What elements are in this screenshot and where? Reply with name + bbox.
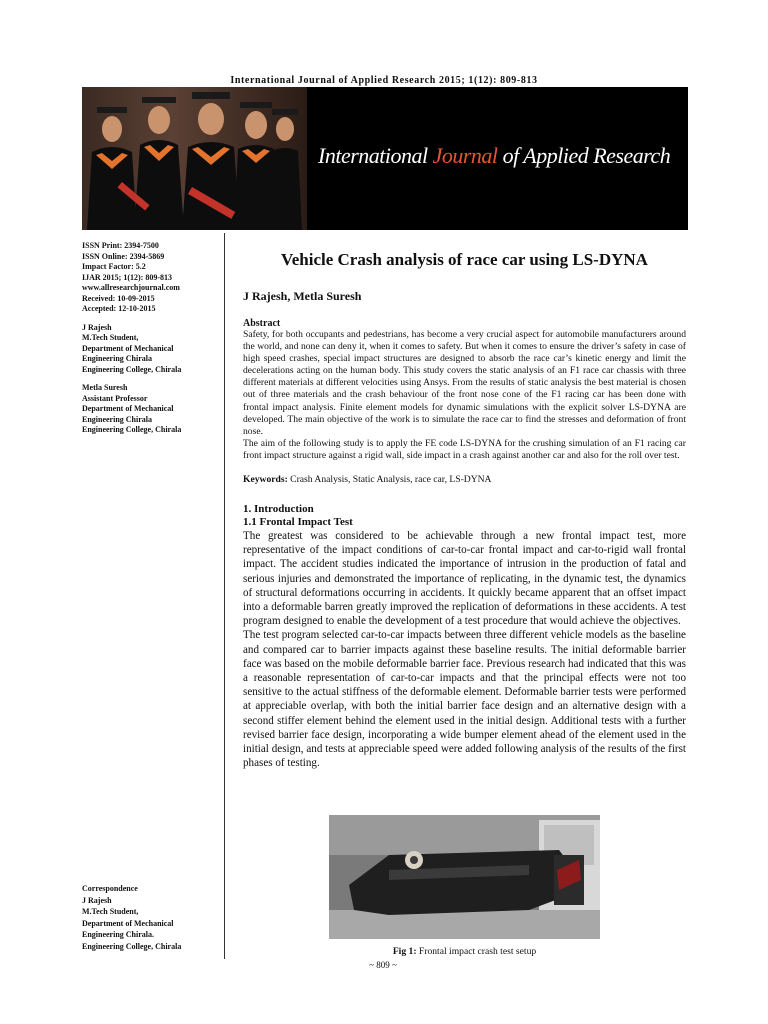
section-body (243, 529, 686, 770)
affiliation-line: Engineering Chirala (82, 414, 153, 424)
abstract-heading: Abstract (243, 318, 281, 329)
journal-banner (82, 87, 688, 230)
banner-title-part2: of Applied Research (497, 143, 671, 168)
correspondence-line: Engineering College, Chirala (82, 941, 182, 951)
keywords-text: Crash Analysis, Static Analysis, race car, LS-DYNA (287, 474, 492, 486)
figure-label: Fig 1: (392, 946, 417, 957)
issn-print: ISSN Print: 2394-7500 (82, 241, 159, 250)
graduates-illustration (82, 87, 307, 230)
figure-caption-text: Frontal impact crash test setup (416, 946, 537, 957)
figure-caption (243, 946, 686, 957)
keywords-label: Keywords: (243, 474, 288, 486)
affiliation-line: Engineering College, Chirala (82, 364, 182, 374)
correspondence-line: Engineering Chirala. (82, 930, 155, 939)
body-paragraph: The test program selected car-to-car impacts between three different vehicle models as the baseline and compared car to barrier impacts against these baseline results. The initial deformable barrier face was based on the mobile deformable barrier face. Previous research had indicated that this was a reasonable representation of car-to-car impacts and that the principal effects were not too sensitive to the actual stiffness of the deformable element. Deformable barrier tests were performed at appreciable overlap, with both the initial barrier face design and an alternative design with a second stiffer element behind the element used in the initial design. Additional tests with a further revised barrier face design, incorporating a wide bumper element ahead of the element used in the initial design, and tests at appreciable speed were added following analysis of the results of the first phases of testing. (243, 629, 686, 770)
journal-website: www.allresearchjournal.com (82, 283, 180, 292)
received-date: Received: 10-09-2015 (82, 293, 155, 303)
section-headings (243, 503, 686, 529)
article-authors: J Rajesh, Metla Suresh (243, 289, 362, 303)
crash-test-figure (329, 815, 600, 939)
banner-title-part1: International (318, 143, 433, 168)
journal-header: International Journal of Applied Research 2015; 1(12): 809-813 (230, 75, 538, 86)
correspondence-line: M.Tech Student, (82, 907, 139, 916)
author1-name: J Rajesh (82, 322, 112, 332)
abstract-body (243, 329, 686, 462)
issn-online: ISSN Online: 2394-5869 (82, 251, 165, 261)
article-title: Vehicle Crash analysis of race car using LS-DYNA (281, 250, 648, 269)
journal-citation: IJAR 2015; 1(12): 809-813 (82, 272, 172, 282)
article-meta (82, 241, 222, 315)
affiliation-line: Engineering College, Chirala (82, 425, 182, 434)
affiliation-line: Assistant Professor (82, 393, 148, 403)
affiliation-line: Engineering Chirala (82, 354, 153, 363)
correspondence-block (82, 883, 222, 952)
article-main (243, 250, 686, 770)
impact-factor: Impact Factor: 5.2 (82, 262, 146, 271)
correspondence-name: J Rajesh (82, 895, 112, 905)
abstract-paragraph: The aim of the following study is to apply the FE code LS-DYNA for the crushing simulation of an F1 racing car front impact structure against a rigid wall, side impact in a crash against another car and also for the roll over test. (243, 437, 686, 461)
body-paragraph: The greatest was considered to be achievable through a new frontal impact test, more representative of the impact conditions of car-to-car frontal impact and car-to-rigid wall frontal impact. The accident studies indicated the importance of intrusion in the production of fatal and serious injuries and demonstrated the importance of replicating, in the dynamic test, the dynamics of structural deformations occurring in accidents. It quickly became apparent that an offset impact into a deformable barren greatly improved the replication of deformations in these accidents. A test program designed to enable the development of a test procedure that would achieve the objectives. (243, 530, 686, 628)
banner-title (318, 143, 670, 169)
author1-affiliation (82, 323, 222, 376)
column-divider (224, 233, 225, 959)
correspondence-label: Correspondence (82, 884, 138, 893)
correspondence-line: Department of Mechanical (82, 918, 174, 928)
accepted-date: Accepted: 12-10-2015 (82, 304, 156, 313)
affiliation-line: Department of Mechanical (82, 343, 174, 353)
section-introduction-heading: 1. Introduction (243, 503, 314, 516)
banner-title-accent: Journal (432, 143, 498, 168)
keywords (243, 474, 686, 486)
author2-name: Metla Suresh (82, 383, 128, 392)
abstract-paragraph: Safety, for both occupants and pedestrians, has become a very crucial aspect for automobile manufacturers around the world, and none can deny it, when it comes to safety. But when it comes to ensure the driver’s safety in case of high speed crashes, special impact structures are designed to absorb the race car’s kinetic energy and limit the decelerations acting on the human body. This study covers the static analysis of an F1 race car chassis with three different materials at different velocities using Ansys. From the results of static analysis the best material is chosen out of three materials and the crash behaviour of the front nose cone of the F1 racing car has been done with frontal impact analysis. Finite element models for dynamic simulations with the explicit solver LS-DYNA are developed. The main objective of the work is to simulate the race car to find the stresses and deformation of front nose. (243, 329, 686, 437)
crash-test-photo (329, 815, 600, 939)
article-info-sidebar (82, 241, 222, 444)
affiliation-line: Department of Mechanical (82, 404, 174, 413)
author2-affiliation (82, 383, 222, 436)
affiliation-line: M.Tech Student, (82, 333, 139, 342)
subsection-frontal-impact-heading: 1.1 Frontal Impact Test (243, 516, 353, 529)
page-number: ~ 809 ~ (369, 960, 397, 970)
graduates-photo (82, 87, 307, 230)
